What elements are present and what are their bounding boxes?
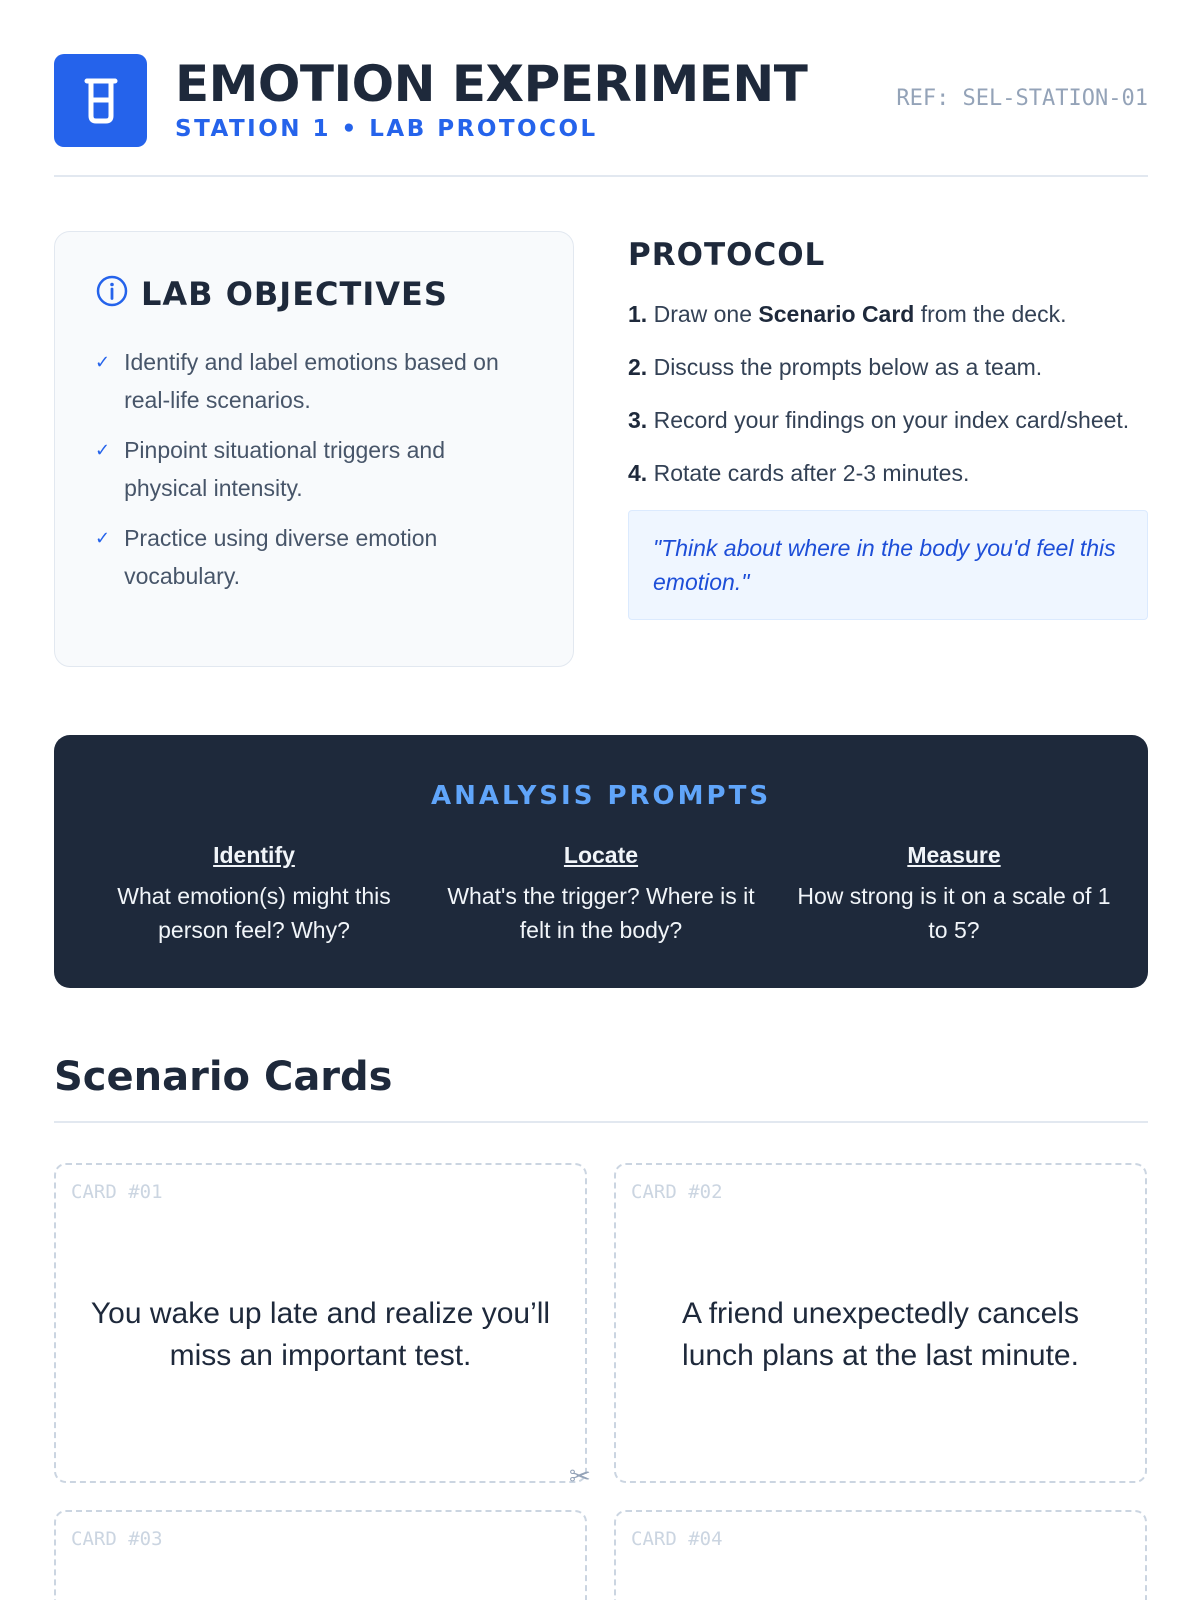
step-number: 1. [628, 301, 648, 327]
beaker-icon [54, 54, 147, 147]
list-item [95, 431, 533, 507]
objectives-title: LAB OBJECTIVES [141, 274, 448, 313]
objectives-panel [54, 231, 574, 667]
check-icon: ✓ [95, 440, 111, 460]
objectives-heading [95, 274, 533, 313]
analysis-title: ANALYSIS PROMPTS [430, 781, 772, 811]
card-text: You wake up late and realize you’ll miss an important test. [90, 1297, 551, 1372]
prompt-heading: Measure [907, 842, 1001, 868]
protocol-step [628, 297, 1148, 331]
step-number: 3. [628, 407, 648, 433]
scenario-card [614, 1510, 1147, 1600]
prompt-heading: Locate [563, 842, 639, 868]
protocol-section [628, 231, 1148, 620]
analysis-prompts-panel [54, 735, 1148, 988]
card-label: CARD #01 [71, 1181, 163, 1203]
card-label: CARD #03 [71, 1528, 163, 1550]
objectives-list [95, 343, 533, 595]
step-text: from the deck. [914, 301, 1067, 327]
divider [54, 1121, 1148, 1123]
card-label: CARD #02 [631, 1181, 723, 1203]
step-number: 4. [628, 460, 648, 486]
list-item [95, 519, 533, 595]
check-icon: ✓ [95, 352, 111, 372]
protocol-title: PROTOCOL [628, 237, 826, 273]
prompt-heading: Identify [213, 842, 295, 868]
list-item [95, 343, 533, 419]
scissors-icon: ✂ [569, 1461, 591, 1491]
step-text: Record your findings on your index card/sheet. [647, 407, 1130, 433]
protocol-step [628, 456, 1148, 490]
step-text: Draw one [647, 301, 759, 327]
objective-text: Pinpoint situational triggers and physical intensity. [124, 437, 446, 501]
step-number: 2. [628, 354, 648, 380]
info-icon [95, 274, 129, 313]
step-text: Discuss the prompts below as a team. [647, 354, 1043, 380]
scenario-card [54, 1163, 587, 1483]
page-subtitle: STATION 1 • LAB PROTOCOL [175, 116, 598, 142]
objective-text: Identify and label emotions based on real-life scenarios. [124, 349, 499, 413]
scenario-card [614, 1163, 1147, 1483]
check-icon: ✓ [95, 528, 111, 548]
card-label: CARD #04 [631, 1528, 723, 1550]
protocol-step [628, 350, 1148, 384]
prompt-text: What's the trigger? Where is it felt in the body? [447, 883, 755, 943]
card-text: A friend unexpectedly cancels lunch plans at the last minute. [682, 1297, 1079, 1372]
page-title: EMOTION EXPERIMENT [175, 55, 808, 113]
prompt-text: What emotion(s) might this person feel? Why? [117, 883, 391, 943]
protocol-step [628, 403, 1148, 437]
prompt-measure [794, 842, 1114, 947]
scenario-cards-title: Scenario Cards [54, 1054, 393, 1100]
prompt-locate [446, 842, 756, 947]
scenario-card [54, 1510, 587, 1600]
prompt-identify [94, 842, 414, 947]
tip-quote: "Think about where in the body you'd feel this emotion." [628, 510, 1148, 620]
step-text: Rotate cards after 2-3 minutes. [647, 460, 970, 486]
objective-text: Practice using diverse emotion vocabulary. [124, 525, 438, 589]
reference-code: REF: SEL-STATION-01 [896, 86, 1148, 111]
prompt-text: How strong is it on a scale of 1 to 5? [797, 883, 1111, 943]
step-emphasis: Scenario Card [758, 301, 915, 327]
protocol-steps [628, 297, 1148, 490]
page-header [54, 54, 1148, 177]
